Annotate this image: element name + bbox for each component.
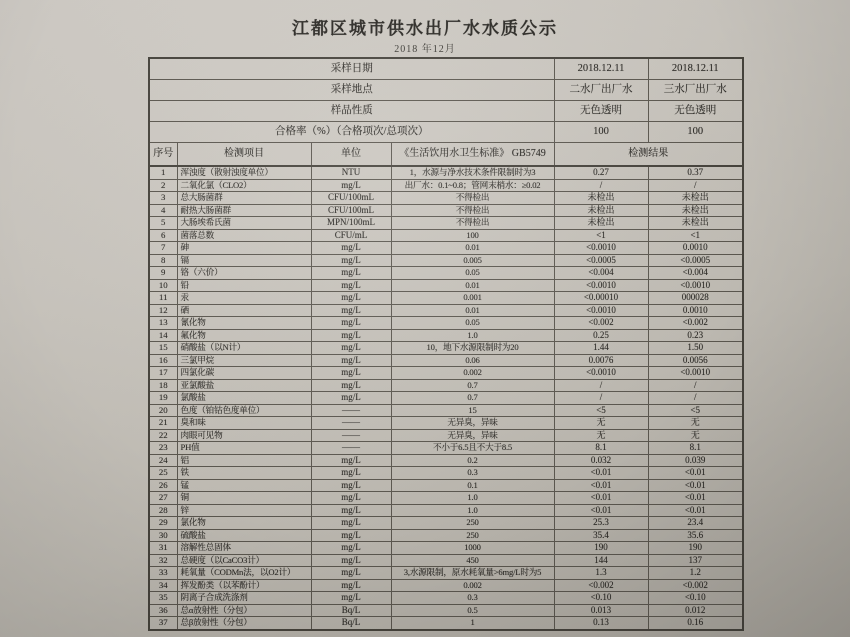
row-number: 19 xyxy=(149,392,177,405)
row-standard-limit: 10，地下水源限制时为20 xyxy=(391,342,554,355)
row-result-plant2: 1.3 xyxy=(554,567,648,580)
table-row xyxy=(149,604,743,617)
row-unit: Bq/L xyxy=(311,617,391,630)
column-header-item: 检测项目 xyxy=(177,143,311,167)
row-unit: mg/L xyxy=(311,179,391,192)
info-row-sampling-date xyxy=(149,58,743,80)
table-row xyxy=(149,354,743,367)
row-number: 34 xyxy=(149,579,177,592)
row-item-name: 锰 xyxy=(177,479,311,492)
row-result-plant2: 未检出 xyxy=(554,217,648,230)
row-standard-limit: 0.002 xyxy=(391,367,554,380)
row-standard-limit: 1.0 xyxy=(391,329,554,342)
sample-nature-plant2: 无色透明 xyxy=(554,101,648,122)
row-unit: mg/L xyxy=(311,579,391,592)
row-standard-limit: 15 xyxy=(391,404,554,417)
row-number: 3 xyxy=(149,192,177,205)
row-result-plant3: 未检出 xyxy=(648,192,743,205)
row-result-plant3: <0.01 xyxy=(648,479,743,492)
row-item-name: 硝酸盐（以N计） xyxy=(177,342,311,355)
column-header-standard: 《生活饮用水卫生标准》 GB5749 xyxy=(391,143,554,167)
row-item-name: 砷 xyxy=(177,242,311,255)
table-row xyxy=(149,279,743,292)
row-result-plant2: / xyxy=(554,179,648,192)
info-row-sample-nature xyxy=(149,101,743,122)
row-result-plant3: / xyxy=(648,179,743,192)
row-standard-limit: 无异臭，异味 xyxy=(391,417,554,430)
row-result-plant3: <5 xyxy=(648,404,743,417)
row-result-plant3: 1.2 xyxy=(648,567,743,580)
table-row xyxy=(149,166,743,179)
row-result-plant3: 0.012 xyxy=(648,604,743,617)
row-item-name: 氯酸盐 xyxy=(177,392,311,405)
row-number: 10 xyxy=(149,279,177,292)
row-result-plant3: <0.004 xyxy=(648,267,743,280)
row-result-plant3: 190 xyxy=(648,542,743,555)
table-row xyxy=(149,492,743,505)
row-result-plant3: <0.01 xyxy=(648,492,743,505)
row-result-plant3: <0.01 xyxy=(648,467,743,480)
row-result-plant3: <0.0010 xyxy=(648,367,743,380)
row-unit: mg/L xyxy=(311,304,391,317)
info-row-pass-rate xyxy=(149,122,743,143)
row-standard-limit: 250 xyxy=(391,517,554,530)
pass-rate-plant2: 100 xyxy=(554,122,648,143)
column-header-row xyxy=(149,143,743,167)
row-unit: mg/L xyxy=(311,542,391,555)
row-unit: —— xyxy=(311,442,391,455)
row-result-plant3: 0.37 xyxy=(648,166,743,179)
row-unit: mg/L xyxy=(311,367,391,380)
row-number: 7 xyxy=(149,242,177,255)
row-item-name: 大肠埃希氏菌 xyxy=(177,217,311,230)
row-number: 14 xyxy=(149,329,177,342)
row-number: 31 xyxy=(149,542,177,555)
row-result-plant3: / xyxy=(648,392,743,405)
row-standard-limit: 0.3 xyxy=(391,467,554,480)
table-row xyxy=(149,554,743,567)
row-item-name: 氟化物 xyxy=(177,329,311,342)
table-row xyxy=(149,504,743,517)
row-result-plant3: 0.0010 xyxy=(648,304,743,317)
row-result-plant3: 000028 xyxy=(648,292,743,305)
row-unit: CFU/mL xyxy=(311,229,391,242)
table-row xyxy=(149,517,743,530)
sampling-location-plant2: 二水厂出厂水 xyxy=(554,80,648,101)
row-unit: CFU/100mL xyxy=(311,204,391,217)
column-header-seq: 序号 xyxy=(149,143,177,167)
row-result-plant3: 未检出 xyxy=(648,204,743,217)
row-number: 27 xyxy=(149,492,177,505)
sample-nature-plant3: 无色透明 xyxy=(648,101,743,122)
row-result-plant2: 144 xyxy=(554,554,648,567)
table-row xyxy=(149,217,743,230)
row-standard-limit: 0.005 xyxy=(391,254,554,267)
row-result-plant2: 25.3 xyxy=(554,517,648,530)
row-number: 30 xyxy=(149,529,177,542)
row-standard-limit: 0.7 xyxy=(391,379,554,392)
row-standard-limit: 0.05 xyxy=(391,317,554,330)
row-number: 5 xyxy=(149,217,177,230)
row-result-plant3: <0.002 xyxy=(648,579,743,592)
row-result-plant3: 8.1 xyxy=(648,442,743,455)
row-standard-limit: 0.2 xyxy=(391,454,554,467)
row-item-name: 总大肠菌群 xyxy=(177,192,311,205)
table-row xyxy=(149,179,743,192)
table-row xyxy=(149,529,743,542)
row-number: 28 xyxy=(149,504,177,517)
row-item-name: 臭和味 xyxy=(177,417,311,430)
row-number: 13 xyxy=(149,317,177,330)
row-item-name: 总β放射性（分包） xyxy=(177,617,311,630)
row-result-plant2: <0.0010 xyxy=(554,367,648,380)
row-result-plant3: 0.23 xyxy=(648,329,743,342)
row-result-plant3: 0.0056 xyxy=(648,354,743,367)
table-row xyxy=(149,467,743,480)
row-result-plant3: 1.50 xyxy=(648,342,743,355)
row-standard-limit: 无异臭，异味 xyxy=(391,429,554,442)
row-unit: mg/L xyxy=(311,342,391,355)
row-item-name: 亚氯酸盐 xyxy=(177,379,311,392)
table-row xyxy=(149,254,743,267)
row-unit: mg/L xyxy=(311,554,391,567)
row-number: 22 xyxy=(149,429,177,442)
row-unit: mg/L xyxy=(311,279,391,292)
row-unit: MPN/100mL xyxy=(311,217,391,230)
row-standard-limit: 不得检出 xyxy=(391,192,554,205)
table-row xyxy=(149,542,743,555)
table-row xyxy=(149,479,743,492)
row-unit: mg/L xyxy=(311,517,391,530)
row-result-plant3: 0.039 xyxy=(648,454,743,467)
table-row xyxy=(149,429,743,442)
row-result-plant2: 0.25 xyxy=(554,329,648,342)
table-row xyxy=(149,292,743,305)
row-number: 24 xyxy=(149,454,177,467)
row-result-plant2: 190 xyxy=(554,542,648,555)
table-row xyxy=(149,204,743,217)
table-row xyxy=(149,379,743,392)
row-item-name: 挥发酚类（以苯酚计） xyxy=(177,579,311,592)
row-result-plant2: <0.002 xyxy=(554,579,648,592)
row-result-plant2: 35.4 xyxy=(554,529,648,542)
row-result-plant3: <0.002 xyxy=(648,317,743,330)
row-unit: CFU/100mL xyxy=(311,192,391,205)
row-unit: mg/L xyxy=(311,267,391,280)
row-standard-limit: 0.3 xyxy=(391,592,554,605)
row-unit: mg/L xyxy=(311,454,391,467)
table-row xyxy=(149,417,743,430)
row-unit: mg/L xyxy=(311,354,391,367)
row-number: 35 xyxy=(149,592,177,605)
row-result-plant2: / xyxy=(554,379,648,392)
row-standard-limit: 不得检出 xyxy=(391,204,554,217)
report-month: 2018 年12月 xyxy=(394,44,456,55)
row-number: 1 xyxy=(149,166,177,179)
row-standard-limit: 0.001 xyxy=(391,292,554,305)
row-item-name: 铝 xyxy=(177,454,311,467)
row-result-plant2: 无 xyxy=(554,417,648,430)
row-result-plant2: 无 xyxy=(554,429,648,442)
row-item-name: 汞 xyxy=(177,292,311,305)
table-row xyxy=(149,567,743,580)
row-number: 15 xyxy=(149,342,177,355)
row-number: 23 xyxy=(149,442,177,455)
row-standard-limit: 250 xyxy=(391,529,554,542)
row-result-plant2: <0.004 xyxy=(554,267,648,280)
row-number: 18 xyxy=(149,379,177,392)
row-item-name: 铜 xyxy=(177,492,311,505)
row-item-name: 总硬度（以CaCO3计） xyxy=(177,554,311,567)
row-unit: mg/L xyxy=(311,292,391,305)
row-item-name: PH值 xyxy=(177,442,311,455)
row-result-plant3: <0.0005 xyxy=(648,254,743,267)
row-standard-limit: 450 xyxy=(391,554,554,567)
row-result-plant2: <0.002 xyxy=(554,317,648,330)
table-info-section xyxy=(149,58,743,166)
row-result-plant2: <1 xyxy=(554,229,648,242)
row-result-plant3: / xyxy=(648,379,743,392)
water-quality-table xyxy=(148,57,744,631)
row-number: 20 xyxy=(149,404,177,417)
row-result-plant3: <0.01 xyxy=(648,504,743,517)
row-result-plant2: <0.00010 xyxy=(554,292,648,305)
row-standard-limit: 0.5 xyxy=(391,604,554,617)
row-result-plant2: 0.13 xyxy=(554,617,648,630)
table-row xyxy=(149,267,743,280)
row-standard-limit: 0.01 xyxy=(391,304,554,317)
row-unit: mg/L xyxy=(311,254,391,267)
row-unit: mg/L xyxy=(311,242,391,255)
table-row xyxy=(149,304,743,317)
row-unit: mg/L xyxy=(311,329,391,342)
row-number: 17 xyxy=(149,367,177,380)
row-standard-limit: 不得检出 xyxy=(391,217,554,230)
row-result-plant3: 未检出 xyxy=(648,217,743,230)
row-result-plant3: <1 xyxy=(648,229,743,242)
row-number: 9 xyxy=(149,267,177,280)
row-result-plant3: 137 xyxy=(648,554,743,567)
row-item-name: 色度（铂钴色度单位） xyxy=(177,404,311,417)
sample-nature-label: 样品性质 xyxy=(149,101,554,122)
row-result-plant2: <5 xyxy=(554,404,648,417)
row-item-name: 溶解性总固体 xyxy=(177,542,311,555)
row-number: 21 xyxy=(149,417,177,430)
row-item-name: 耐热大肠菌群 xyxy=(177,204,311,217)
row-standard-limit: 1.0 xyxy=(391,504,554,517)
row-result-plant2: <0.01 xyxy=(554,467,648,480)
row-result-plant2: <0.01 xyxy=(554,479,648,492)
row-number: 36 xyxy=(149,604,177,617)
row-item-name: 四氯化碳 xyxy=(177,367,311,380)
row-number: 11 xyxy=(149,292,177,305)
sampling-date-label: 采样日期 xyxy=(149,58,554,80)
row-result-plant2: 1.44 xyxy=(554,342,648,355)
row-result-plant3: 0.0010 xyxy=(648,242,743,255)
row-item-name: 浑浊度（散射浊度单位） xyxy=(177,166,311,179)
row-result-plant3: 无 xyxy=(648,417,743,430)
row-result-plant2: 8.1 xyxy=(554,442,648,455)
table-row xyxy=(149,592,743,605)
table-row xyxy=(149,192,743,205)
row-result-plant3: <0.10 xyxy=(648,592,743,605)
row-unit: mg/L xyxy=(311,492,391,505)
row-number: 26 xyxy=(149,479,177,492)
sampling-location-label: 采样地点 xyxy=(149,80,554,101)
row-unit: mg/L xyxy=(311,392,391,405)
table-row xyxy=(149,229,743,242)
row-unit: mg/L xyxy=(311,529,391,542)
row-item-name: 总α放射性（分包） xyxy=(177,604,311,617)
row-unit: —— xyxy=(311,404,391,417)
row-unit: mg/L xyxy=(311,504,391,517)
table-row xyxy=(149,404,743,417)
table-row xyxy=(149,442,743,455)
row-number: 8 xyxy=(149,254,177,267)
row-standard-limit: 100 xyxy=(391,229,554,242)
table-row xyxy=(149,342,743,355)
row-number: 32 xyxy=(149,554,177,567)
row-standard-limit: 1000 xyxy=(391,542,554,555)
table-row xyxy=(149,392,743,405)
row-result-plant2: <0.0010 xyxy=(554,279,648,292)
row-standard-limit: 出厂水：0.1~0.8；管网末梢水：≥0.02 xyxy=(391,179,554,192)
row-item-name: 氰化物 xyxy=(177,317,311,330)
row-item-name: 阴离子合成洗涤剂 xyxy=(177,592,311,605)
row-item-name: 锌 xyxy=(177,504,311,517)
row-standard-limit: 0.1 xyxy=(391,479,554,492)
row-item-name: 肉眼可见物 xyxy=(177,429,311,442)
row-unit: Bq/L xyxy=(311,604,391,617)
row-item-name: 耗氧量（CODMn法，以O2计） xyxy=(177,567,311,580)
row-unit: NTU xyxy=(311,166,391,179)
sampling-date-plant2: 2018.12.11 xyxy=(554,58,648,80)
pass-rate-label: 合格率（%）（合格项次/总项次） xyxy=(149,122,554,143)
row-unit: —— xyxy=(311,429,391,442)
row-result-plant2: <0.0010 xyxy=(554,242,648,255)
row-standard-limit: 1.0 xyxy=(391,492,554,505)
table-row xyxy=(149,317,743,330)
row-result-plant3: 23.4 xyxy=(648,517,743,530)
page-title: 江都区城市供水出厂水水质公示 xyxy=(292,19,558,38)
row-item-name: 硒 xyxy=(177,304,311,317)
row-item-name: 二氧化氯（CLO2） xyxy=(177,179,311,192)
row-standard-limit: 0.06 xyxy=(391,354,554,367)
row-result-plant2: 未检出 xyxy=(554,192,648,205)
row-result-plant2: / xyxy=(554,392,648,405)
row-standard-limit: 0.01 xyxy=(391,242,554,255)
row-standard-limit: 1 xyxy=(391,617,554,630)
row-unit: —— xyxy=(311,417,391,430)
row-item-name: 硫酸盐 xyxy=(177,529,311,542)
table-row xyxy=(149,454,743,467)
table-row xyxy=(149,242,743,255)
column-header-result: 检测结果 xyxy=(554,143,743,167)
column-header-unit: 单位 xyxy=(311,143,391,167)
row-result-plant2: <0.0005 xyxy=(554,254,648,267)
row-item-name: 铅 xyxy=(177,279,311,292)
table-row xyxy=(149,367,743,380)
row-number: 37 xyxy=(149,617,177,630)
row-item-name: 铁 xyxy=(177,467,311,480)
row-result-plant2: <0.01 xyxy=(554,492,648,505)
row-number: 29 xyxy=(149,517,177,530)
table-row xyxy=(149,617,743,630)
row-item-name: 铬（六价） xyxy=(177,267,311,280)
row-number: 25 xyxy=(149,467,177,480)
row-item-name: 菌落总数 xyxy=(177,229,311,242)
row-result-plant2: <0.01 xyxy=(554,504,648,517)
row-standard-limit: 不小于6.5且不大于8.5 xyxy=(391,442,554,455)
row-result-plant2: 0.0076 xyxy=(554,354,648,367)
row-number: 4 xyxy=(149,204,177,217)
row-unit: mg/L xyxy=(311,467,391,480)
row-result-plant2: 0.27 xyxy=(554,166,648,179)
row-result-plant3: 35.6 xyxy=(648,529,743,542)
pass-rate-plant3: 100 xyxy=(648,122,743,143)
table-row xyxy=(149,579,743,592)
row-result-plant2: 未检出 xyxy=(554,204,648,217)
row-unit: mg/L xyxy=(311,379,391,392)
row-item-name: 氯化物 xyxy=(177,517,311,530)
row-unit: mg/L xyxy=(311,592,391,605)
row-standard-limit: 3,水源限制，原水耗氧量>6mg/L时为5 xyxy=(391,567,554,580)
row-number: 2 xyxy=(149,179,177,192)
row-result-plant2: 0.032 xyxy=(554,454,648,467)
row-standard-limit: 0.01 xyxy=(391,279,554,292)
row-result-plant2: <0.0010 xyxy=(554,304,648,317)
row-number: 16 xyxy=(149,354,177,367)
row-standard-limit: 0.002 xyxy=(391,579,554,592)
row-standard-limit: 0.05 xyxy=(391,267,554,280)
row-result-plant2: <0.10 xyxy=(554,592,648,605)
row-result-plant2: 0.013 xyxy=(554,604,648,617)
row-unit: mg/L xyxy=(311,317,391,330)
row-result-plant3: 0.16 xyxy=(648,617,743,630)
table-row xyxy=(149,329,743,342)
row-item-name: 镉 xyxy=(177,254,311,267)
row-unit: mg/L xyxy=(311,567,391,580)
row-number: 33 xyxy=(149,567,177,580)
row-number: 12 xyxy=(149,304,177,317)
info-row-sampling-location xyxy=(149,80,743,101)
row-result-plant3: <0.0010 xyxy=(648,279,743,292)
row-unit: mg/L xyxy=(311,479,391,492)
row-result-plant3: 无 xyxy=(648,429,743,442)
sampling-date-plant3: 2018.12.11 xyxy=(648,58,743,80)
row-standard-limit: 0.7 xyxy=(391,392,554,405)
row-number: 6 xyxy=(149,229,177,242)
row-item-name: 三氯甲烷 xyxy=(177,354,311,367)
row-standard-limit: 1，水源与净水技术条件限制时为3 xyxy=(391,166,554,179)
sampling-location-plant3: 三水厂出厂水 xyxy=(648,80,743,101)
table-body xyxy=(149,166,743,630)
